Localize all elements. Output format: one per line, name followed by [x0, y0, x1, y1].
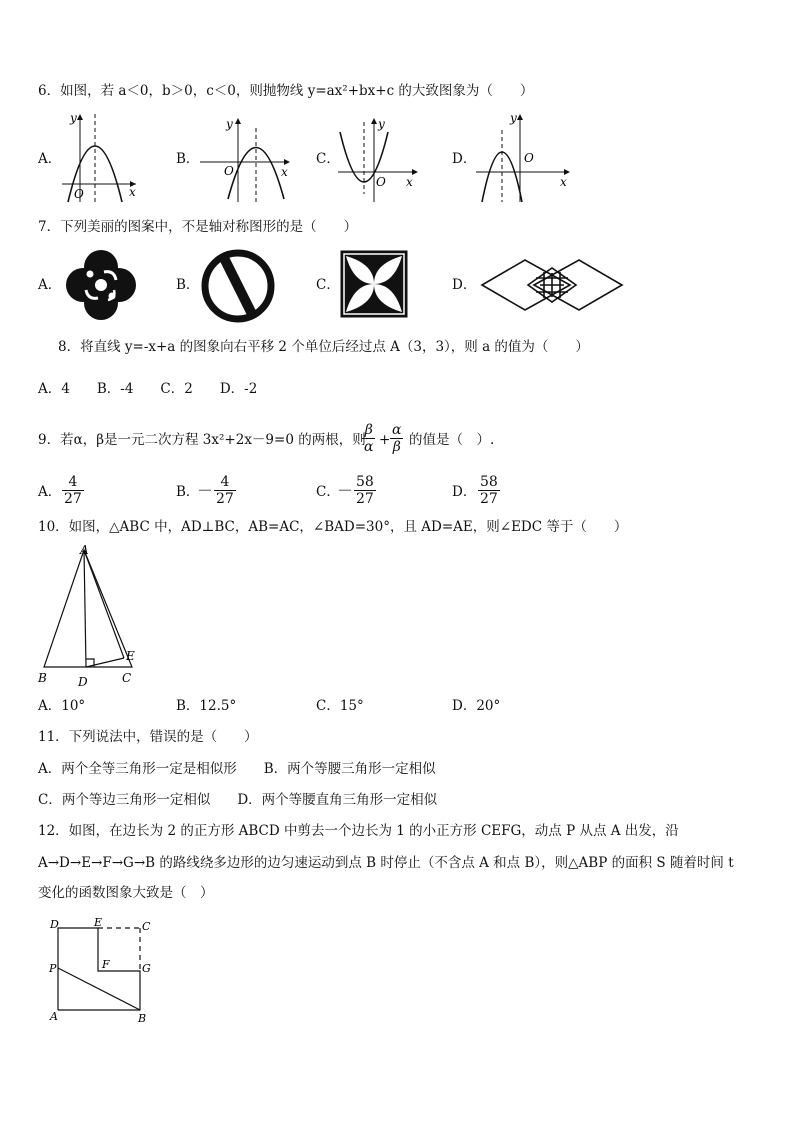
- q6b-x-label: x: [281, 165, 288, 179]
- q12-point-c: C: [142, 920, 151, 933]
- q6-option-d-label: D．: [452, 151, 477, 167]
- q6-graph-b: [198, 114, 293, 204]
- q9-option-a-den: 27: [64, 491, 82, 507]
- q10-point-a: A: [80, 543, 89, 557]
- q6c-o-label: O: [376, 175, 386, 189]
- q12-stem-line2: A→D→E→F→G→B 的路线绕多边形的边匀速运动到点 B 时停止（不含点 A 和点 B），则△ABP 的面积 S 随着时间 t: [38, 855, 734, 871]
- q9-option-b-label: B．: [176, 484, 200, 500]
- q9-option-b-num: 4: [214, 474, 236, 491]
- q6c-y-label: y: [378, 117, 385, 131]
- q9-option-c-sign: －: [337, 481, 354, 500]
- q8-answers: A．4 B．-4 C．2 D．-2: [38, 381, 258, 397]
- q9-frac-beta-over-alpha: [362, 422, 375, 455]
- q9-plus: +: [379, 432, 391, 448]
- q12-point-a: A: [50, 1010, 58, 1023]
- q9-option-a-num: 4: [62, 474, 84, 491]
- q7-pattern-a-knot: [66, 250, 136, 320]
- q6d-x-label: x: [560, 175, 567, 189]
- q12-point-b: B: [138, 1012, 147, 1025]
- q9-frac-alpha-over-beta: [390, 422, 403, 455]
- q6d-y-label: y: [510, 111, 517, 125]
- q7-option-a-label: A．: [38, 277, 62, 293]
- q11-options-line2: C．两个等边三角形一定相似 D．两个等腰直角三角形一定相似: [38, 792, 438, 808]
- q9-option-d-num: 58: [480, 474, 498, 490]
- q6-graph-a: [60, 110, 140, 205]
- q9-option-c-den: 27: [356, 491, 374, 507]
- q9-option-a-fraction: [62, 474, 84, 507]
- q6b-y-label: y: [226, 117, 233, 131]
- q6-graph-c: [336, 114, 421, 204]
- q9-frac1-num: β: [362, 422, 375, 439]
- q6-option-a-label: A．: [38, 151, 62, 167]
- q12-point-g: G: [142, 962, 151, 975]
- q7-option-b-label: B．: [176, 277, 200, 293]
- q10-point-e: E: [126, 649, 135, 663]
- q11-stem: 11．下列说法中，错误的是（ ）: [38, 729, 258, 745]
- q7-option-d-label: D．: [452, 277, 477, 293]
- q10-option-a: A．10°: [38, 698, 86, 714]
- q10-triangle-figure: [38, 542, 142, 690]
- q10-point-b: B: [38, 671, 47, 685]
- q10-option-c: C．15°: [316, 698, 364, 714]
- q9-stem-post: 的值是（ ）.: [409, 432, 495, 448]
- q10-option-d: D．20°: [452, 698, 501, 714]
- q6b-o-label: O: [224, 164, 234, 178]
- q10-option-b: B．12.5°: [176, 698, 237, 714]
- q9-frac2-den: β: [392, 439, 401, 455]
- q6-option-b-label: B．: [176, 151, 200, 167]
- q9-option-b-sign: －: [197, 481, 214, 500]
- q9-option-d-fraction: [478, 474, 500, 507]
- q12-square-figure: [46, 916, 166, 1026]
- q9-option-a-label: A．: [38, 484, 62, 500]
- q9-option-b-den: 27: [216, 491, 234, 507]
- q9-option-b-fraction: [214, 474, 236, 507]
- q10-point-d: D: [78, 675, 88, 689]
- q6-stem: 6．如图，若 a＜0，b＞0，c＜0，则抛物线 y=ax²+bx+c 的大致图象为（ ）: [38, 83, 534, 99]
- q12-stem-line3: 变化的函数图象大致是（ ）: [38, 885, 214, 901]
- q9-frac2-num: α: [392, 422, 402, 438]
- q12-point-d: D: [50, 918, 59, 931]
- q7-pattern-d-chinese-knot: [480, 258, 624, 312]
- q12-stem-line1: 12．如图，在边长为 2 的正方形 ABCD 中剪去一个边长为 1 的小正方形 CEFG，动点 P 从点 A 出发，沿: [38, 823, 679, 839]
- q10-stem: 10．如图，△ABC 中，AD⊥BC，AB=AC，∠BAD=30°，且 AD=AE，则∠EDC 等于（ ）: [38, 519, 628, 535]
- q12-point-e: E: [94, 916, 103, 929]
- q6a-o-label: O: [74, 187, 84, 201]
- q11-options-line1: A．两个全等三角形一定是相似形 B．两个等腰三角形一定相似: [38, 761, 436, 777]
- q7-stem: 7．下列美丽的图案中，不是轴对称图形的是（ ）: [38, 219, 358, 235]
- q7-pattern-c-petals: [340, 250, 408, 318]
- q9-option-c-num: 58: [356, 474, 374, 490]
- q9-stem-pre: 9．若α，β是一元二次方程 3x²+2x－9=0 的两根，则: [38, 432, 366, 448]
- q8-stem: 8．将直线 y=-x+a 的图象向右平移 2 个单位后经过点 A（3，3），则 a 的值为（ ）: [58, 339, 589, 355]
- q9-frac1-den: α: [364, 439, 374, 455]
- q6-option-c-label: C．: [316, 151, 340, 167]
- q10-point-c: C: [122, 671, 132, 685]
- q7-option-c-label: C．: [316, 277, 340, 293]
- q6a-y-label: y: [70, 111, 77, 125]
- q6d-o-label: O: [524, 151, 534, 165]
- q6a-x-label: x: [129, 185, 136, 199]
- q9-option-c-fraction: [354, 474, 376, 507]
- q12-point-p: P: [49, 962, 57, 975]
- q9-option-c-label: C．: [316, 484, 340, 500]
- q9-option-d-label: D．: [452, 484, 477, 500]
- q6-graph-d: [474, 110, 574, 205]
- q7-pattern-b-prohibit: [200, 248, 276, 324]
- q12-point-f: F: [102, 958, 110, 971]
- q6c-x-label: x: [406, 175, 413, 189]
- q9-option-d-den: 27: [480, 491, 498, 507]
